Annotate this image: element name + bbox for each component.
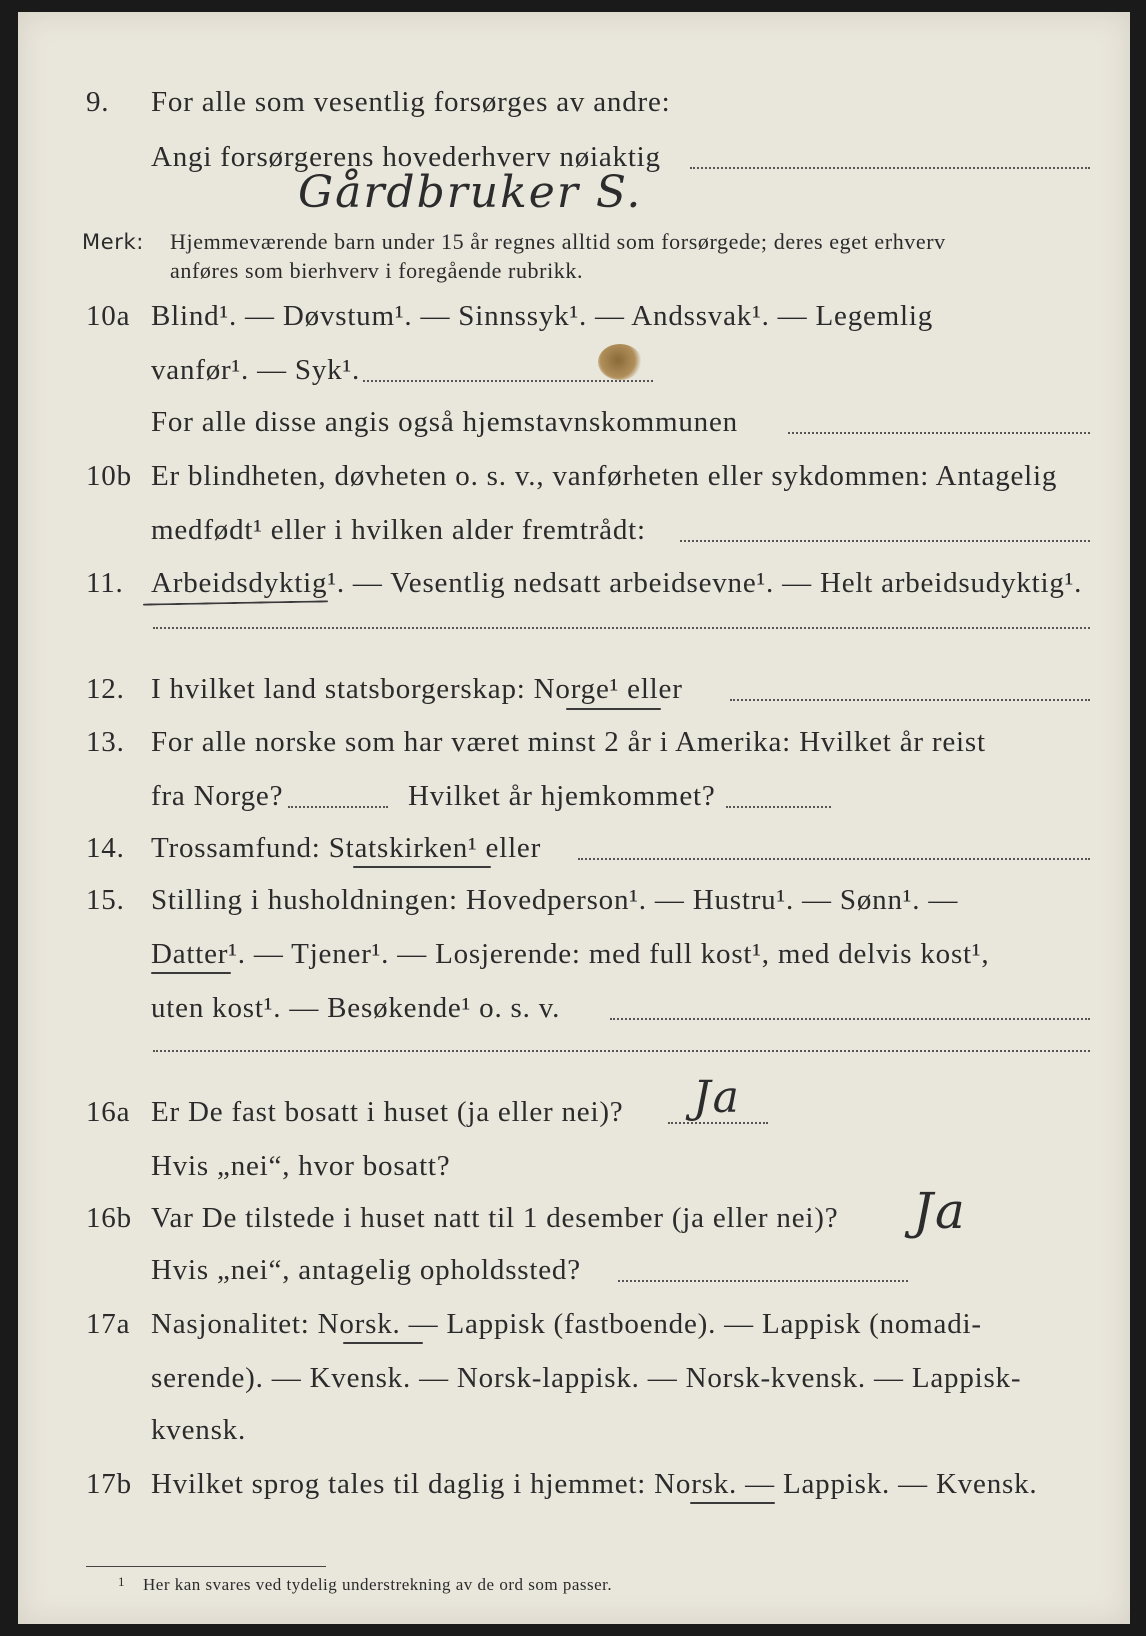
question-text: For alle disse angis også hjemstavnskommunen [151,406,738,438]
question-text: Datter¹. — Tjener¹. — Losjerende: med full kost¹, med delvis kost¹, [151,938,990,970]
question-text: Hvilket år hjemkommet? [408,780,716,812]
question-text: serende). — Kvensk. — Norsk-lappisk. — Norsk-kvensk. — Lappisk- [151,1362,1022,1394]
question-number: 10a [86,300,131,332]
handwritten-answer: Ja [913,1182,967,1240]
question-text: For alle norske som har været minst 2 år i Amerika: Hvilket år reist [151,726,986,758]
question-text: I hvilket land statsborgerskap: Norge¹ eller [151,673,683,705]
question-number: 17b [86,1468,132,1500]
answer-line[interactable] [578,858,1090,860]
answer-line[interactable] [610,1018,1090,1020]
paper-stain [598,344,642,380]
footnote-text: Her kan svares ved tydelig understrekning av de ord som passer. [143,1575,613,1594]
question-number: 13. [86,726,125,758]
question-number: 9. [86,86,110,118]
question-text: fra Norge? [151,780,284,812]
underline-mark [343,1342,423,1344]
question-text: For alle som vesentlig forsørges av andre: [151,86,671,118]
note-text: Hjemmeværende barn under 15 år regnes alltid som forsørgede; deres eget erhverv [170,229,946,254]
answer-line[interactable] [690,167,1090,169]
answer-line[interactable] [726,806,831,808]
answer-line[interactable] [730,699,1090,701]
note-text: anføres som bierhverv i foregående rubrikk. [170,258,584,283]
question-text: uten kost¹. — Besøkende¹ o. s. v. [151,992,561,1024]
answer-line[interactable] [680,540,1090,542]
question-text: vanfør¹. — Syk¹. [151,354,361,386]
question-number: 15. [86,884,125,916]
underline-mark [143,600,328,605]
note-label: Merk: [82,230,144,254]
answer-line[interactable] [618,1280,908,1282]
question-text: Stilling i husholdningen: Hovedperson¹. — Hustru¹. — Sønn¹. — [151,884,959,916]
answer-line[interactable] [363,380,653,382]
question-number: 17a [86,1308,131,1340]
footnote-mark: 1 [118,1574,125,1589]
question-text: Hvis „nei“, antagelig opholdssted? [151,1254,581,1286]
question-text: Arbeidsdyktig¹. — Vesentlig nedsatt arbeidsevne¹. — Helt arbeidsudyktig¹. [151,567,1083,599]
underline-mark [151,972,231,974]
handwritten-answer: Ja [693,1072,741,1123]
question-text: Hvilket sprog tales til daglig i hjemmet: Norsk. — Lappisk. — Kvensk. [151,1468,1038,1500]
question-text: kvensk. [151,1414,247,1446]
answer-line[interactable] [288,806,388,808]
question-text: Er blindheten, døvheten o. s. v., vanførheten eller sykdommen: Antagelig [151,460,1058,492]
footnote-divider [86,1566,326,1567]
question-number: 11. [86,567,124,599]
answer-line[interactable] [788,432,1090,434]
question-text: Hvis „nei“, hvor bosatt? [151,1150,451,1182]
question-text: Angi forsørgerens hovederhverv nøiaktig [151,141,661,173]
handwritten-answer: Gårdbruker S. [298,167,643,218]
answer-line[interactable] [153,627,1090,629]
question-number: 16b [86,1202,132,1234]
question-number: 14. [86,832,125,864]
answer-line[interactable] [153,1050,1090,1052]
underline-mark [566,708,661,710]
question-number: 16a [86,1096,131,1128]
census-form-page [18,12,1130,1624]
question-text: Var De tilstede i huset natt til 1 desember (ja eller nei)? [151,1202,839,1234]
underline-mark [690,1502,775,1504]
underline-mark [353,866,491,868]
question-text: Er De fast bosatt i huset (ja eller nei)? [151,1096,624,1128]
question-text: medfødt¹ eller i hvilken alder fremtrådt: [151,514,646,546]
question-text: Nasjonalitet: Norsk. — Lappisk (fastboende). — Lappisk (nomadi- [151,1308,982,1340]
question-number: 10b [86,460,132,492]
question-number: 12. [86,673,125,705]
question-text: Blind¹. — Døvstum¹. — Sinnssyk¹. — Andssvak¹. — Legemlig [151,300,934,332]
question-text: Trossamfund: Statskirken¹ eller [151,832,542,864]
